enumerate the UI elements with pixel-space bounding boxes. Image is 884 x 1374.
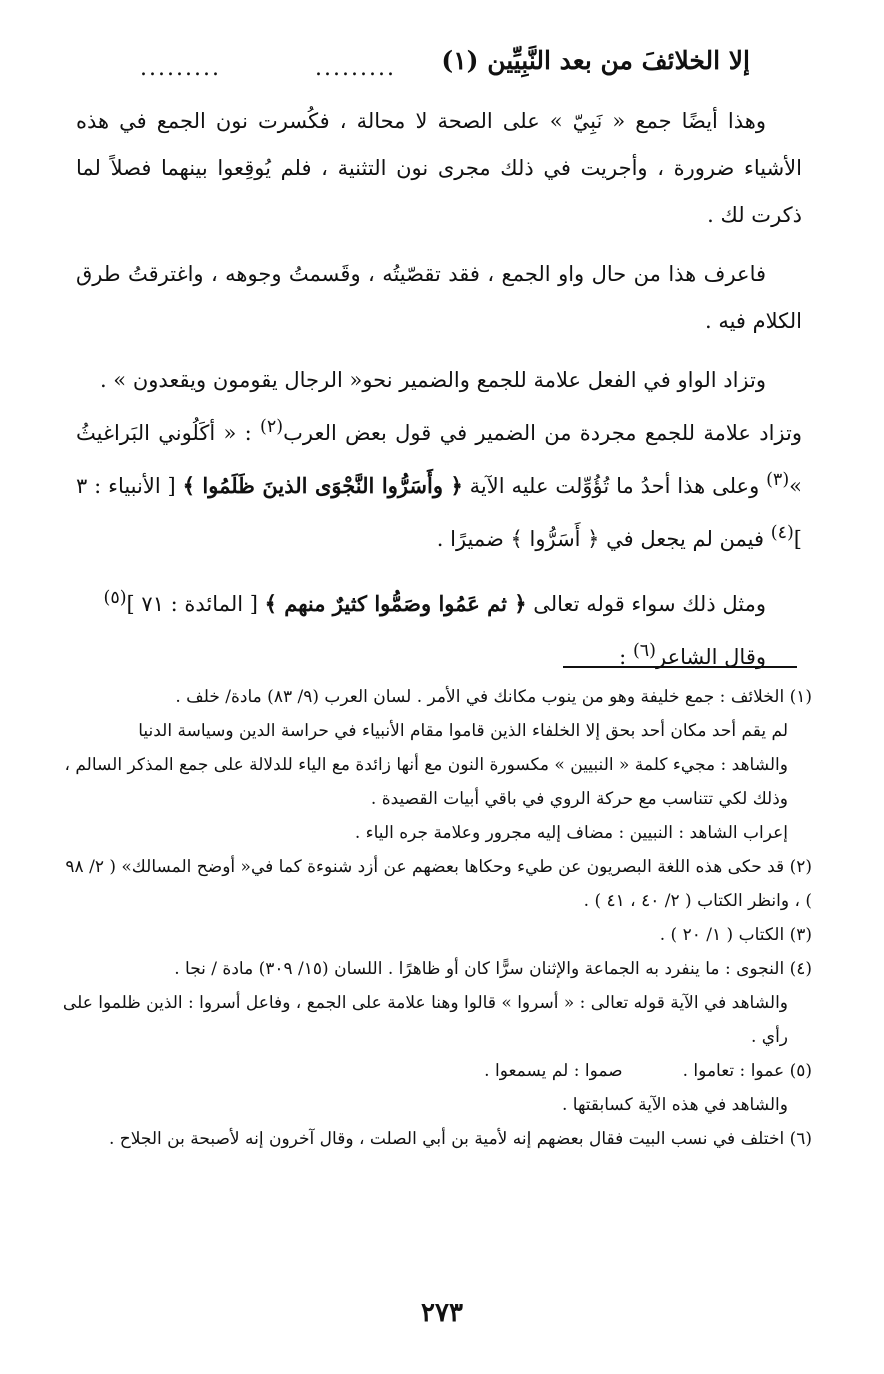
- main-text: [76, 98, 802, 681]
- paragraph-3-text-a: وتزاد علامة للجمع مجردة من الضمير في قول بعض العرب: [283, 421, 802, 445]
- footnote-ref-3: (٣): [766, 470, 790, 490]
- paragraph-3-text-b: : « أكَلُوني البَراغيثُ »: [76, 421, 802, 498]
- footnotes: [60, 680, 812, 1156]
- footnote-3: (٣) الكتاب ( ١/ ٢٠ ) .: [659, 925, 812, 945]
- footnote-2: (٢) قد حكى هذه اللغة البصريون عن طيء وحكاها بعضهم عن أزد شنوءة كما في« أوضح المسالك» ( ٢/ ٩٨ ) ، وانظر الكتاب ( ٢/ ٤٠ ، ٤١ ) .: [65, 857, 812, 911]
- footnote-1-parsing: إعراب الشاهد : النبيين : مضاف إليه مجرور وعلامة جره الياء .: [354, 823, 788, 843]
- footnote-5-part-b: صموا : لم يسمعوا .: [484, 1061, 623, 1081]
- footnote-separator: [563, 666, 797, 668]
- footnote-ref-5: (٥): [103, 588, 127, 608]
- page-number: ٢٧٣: [421, 1298, 463, 1328]
- verse-ellipsis-left: .........: [140, 56, 221, 81]
- paragraph-4: [76, 575, 802, 628]
- footnote-5-witness: والشاهد في هذه الآية كسابقتها .: [561, 1095, 788, 1115]
- quran-quote-1: ﴿ وأَسَرُّوا النَّجْوَى الذينَ ظَلَمُوا ﴾: [182, 473, 463, 498]
- footnote-ref-4: (٤): [770, 523, 794, 543]
- paragraph-4-text-b: [ المائدة : ٧١ ]: [126, 592, 265, 616]
- poetry-verse: [140, 42, 750, 92]
- footnote-ref-2: (٢): [260, 417, 284, 437]
- footnote-ref-6: (٦): [632, 641, 656, 661]
- paragraph-5: [76, 628, 802, 681]
- footnote-1-line-2: لم يقم أحد مكان أحد بحق إلا الخلفاء الذين قاموا مقام الأنبياء في حراسة الدين وسياسة الدنيا: [138, 721, 788, 741]
- paragraph-3: [76, 357, 802, 563]
- paragraph-3-line-1: وتزاد الواو في الفعل علامة للجمع والضمير نحو« الرجال يقومون ويقعدون » .: [99, 368, 766, 392]
- verse-ellipsis-middle: .........: [315, 56, 396, 81]
- footnote-5: [60, 1054, 812, 1088]
- paragraph-5-colon: :: [619, 645, 633, 669]
- footnote-6: (٦) اختلف في نسب البيت فقال بعضهم إنه لأمية بن أبي الصلت ، وقال آخرون إنه لأصبحة بن الجلاح .: [108, 1129, 812, 1149]
- verse-text: إلا الخلائفَ من بعد النَّبِيِّين (١): [441, 46, 750, 75]
- paragraph-3-text-e: فيمن لم يجعل في ﴿ أَسَرُّوا ﴾ ضميرًا .: [436, 527, 771, 551]
- paragraph-3-text-d: [ الأنبياء : ٣ ]: [76, 474, 802, 551]
- paragraph-2: فاعرف هذا من حال واو الجمع ، فقد تقصّيتُه ، وقَسمتُ وجوهه ، واغترقتُ طرق الكلام فيه .: [76, 262, 802, 333]
- paragraph-3-text-c: وعلى هذا أحدُ ما تُؤُوِّلت عليه الآية: [462, 474, 767, 498]
- footnote-4: (٤) النجوى : ما ينفرد به الجماعة والإثنان سرًّا كان أو ظاهرًا . اللسان (١٥/ ٣٠٩) مادة / نجا .: [174, 959, 812, 979]
- footnote-5-part-a: (٥) عموا : تعاموا .: [682, 1061, 812, 1081]
- quran-quote-2: ﴿ ثم عَمُوا وصَمُّوا كثيرٌ منهم ﴾: [264, 591, 527, 616]
- footnote-1-witness: والشاهد : مجيء كلمة « النبيين » مكسورة النون مع أنها زائدة مع الياء للدلالة على جمع المذكر السالم ، وذلك لكي تتناسب مع حركة الروي في باقي أبيات القصيدة .: [64, 755, 788, 809]
- paragraph-5-text: وقال الشاعر: [656, 645, 766, 669]
- paragraph-4-text-a: ومثل ذلك سواء قوله تعالى: [526, 592, 766, 616]
- footnote-1: (١) الخلائف : جمع خليفة وهو من ينوب مكانك في الأمر . لسان العرب (٩/ ٨٣) مادة/ خلف .: [175, 687, 812, 707]
- footnote-4-witness: والشاهد في الآية قوله تعالى : « أسروا » قالوا وهنا علامة على الجمع ، وفاعل أسروا : الذين ظلموا على رأي .: [62, 993, 788, 1047]
- paragraph-1: وهذا أيضًا جمع « نَبِيّ » على الصحة لا محالة ، فكُسرت نون الجمع في هذه الأشياء ضرورة ، وأجريت في ذلك مجرى نون التثنية ، فلم يُوقِعوا بينهما فصلاً لما ذكرت لك .: [76, 109, 802, 227]
